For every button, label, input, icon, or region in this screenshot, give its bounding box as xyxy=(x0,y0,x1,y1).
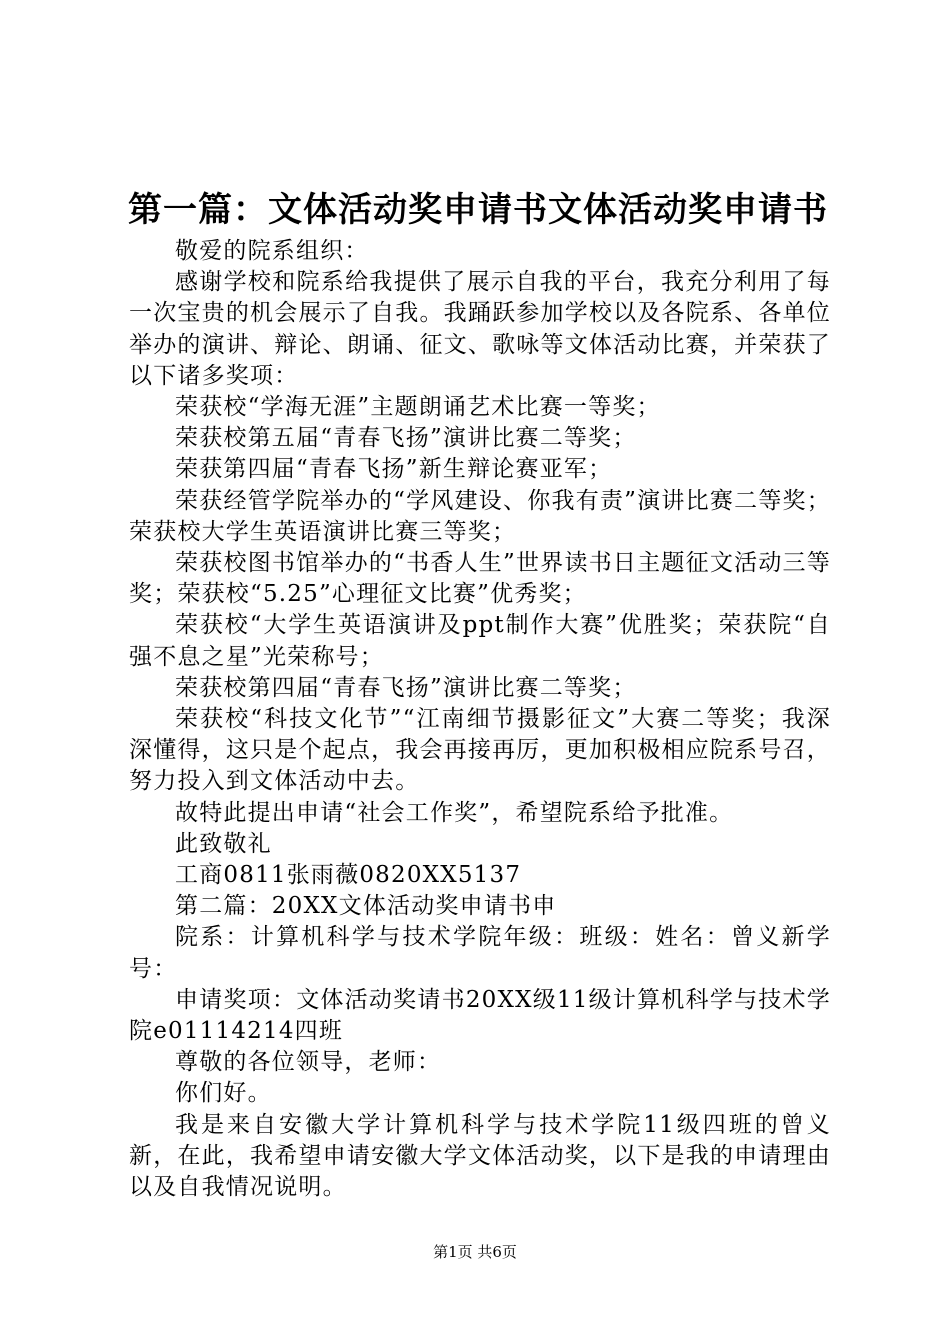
paragraph-salutation: 敬爱的院系组织： xyxy=(175,238,369,264)
paragraph-salutation-two: 尊敬的各位领导，老师： xyxy=(175,1049,442,1076)
paragraph-award-1: 荣获校“学海无涯”主题朗诵艺术比赛一等奖； xyxy=(175,394,661,421)
paragraph-request: 故特此提出申请“社会工作奖”，希望院系给予批准。 xyxy=(175,799,734,826)
paragraph-section-two-title: 第二篇：20XX文体活动奖申请书申 xyxy=(175,893,557,920)
paragraph-award-applied: 申请奖项：文体活动奖请书20XX级11级计算机科学与技术学院e01114214四班 xyxy=(129,986,831,1045)
paragraph-award-6: 荣获校“大学生英语演讲及ppt制作大赛”优胜奖；荣获院“自强不息之星”光荣称号； xyxy=(129,612,831,670)
paragraph-greeting: 你们好。 xyxy=(175,1080,272,1107)
paragraph-award-5: 荣获校图书馆举办的“书香人生”世界读书日主题征文活动三等奖；荣获校“5.25”心理征文比赛”优秀奖； xyxy=(129,550,831,608)
paragraph-closing: 此致敬礼 xyxy=(175,830,272,857)
paragraph-award-3: 荣获第四届“青春飞扬”新生辩论赛亚军； xyxy=(175,456,613,483)
paragraph-signature: 工商0811张雨薇0820XX5137 xyxy=(175,862,522,889)
paragraph-award-7: 荣获校第四届“青春飞扬”演讲比赛二等奖； xyxy=(175,674,637,701)
paragraph-award-2: 荣获校第五届“青春飞扬”演讲比赛二等奖； xyxy=(175,425,637,452)
paragraph-self-intro: 我是来自安徽大学计算机科学与技术学院11级四班的曾义新，在此，我希望申请安徽大学文体活动奖，以下是我的申请理由以及自我情况说明。 xyxy=(129,1111,831,1201)
paragraph-intro: 感谢学校和院系给我提供了展示自我的平台，我充分利用了每一次宝贵的机会展示了自我。我踊跃参加学校以及各院系、各单位举办的演讲、辩论、朗诵、征文、歌咏等文体活动比赛，并荣获了以下诸多奖项： xyxy=(129,269,831,389)
paragraph-award-8: 荣获校“科技文化节”“江南细节摄影征文”大赛二等奖；我深深懂得，这只是个起点，我会再接再厉，更加积极相应院系号召，努力投入到文体活动中去。 xyxy=(129,706,831,795)
document-body xyxy=(129,236,831,1203)
paragraph-award-4: 荣获经管学院举办的“学风建设、你我有责”演讲比赛二等奖；荣获校大学生英语演讲比赛三等奖； xyxy=(129,487,831,545)
page-footer: 第1页 共6页 xyxy=(433,1243,517,1261)
paragraph-applicant-info: 院系：计算机科学与技术学院年级：班级：姓名：曾义新学号： xyxy=(129,924,831,982)
document-title: 第一篇：文体活动奖申请书文体活动奖申请书 xyxy=(128,190,828,230)
